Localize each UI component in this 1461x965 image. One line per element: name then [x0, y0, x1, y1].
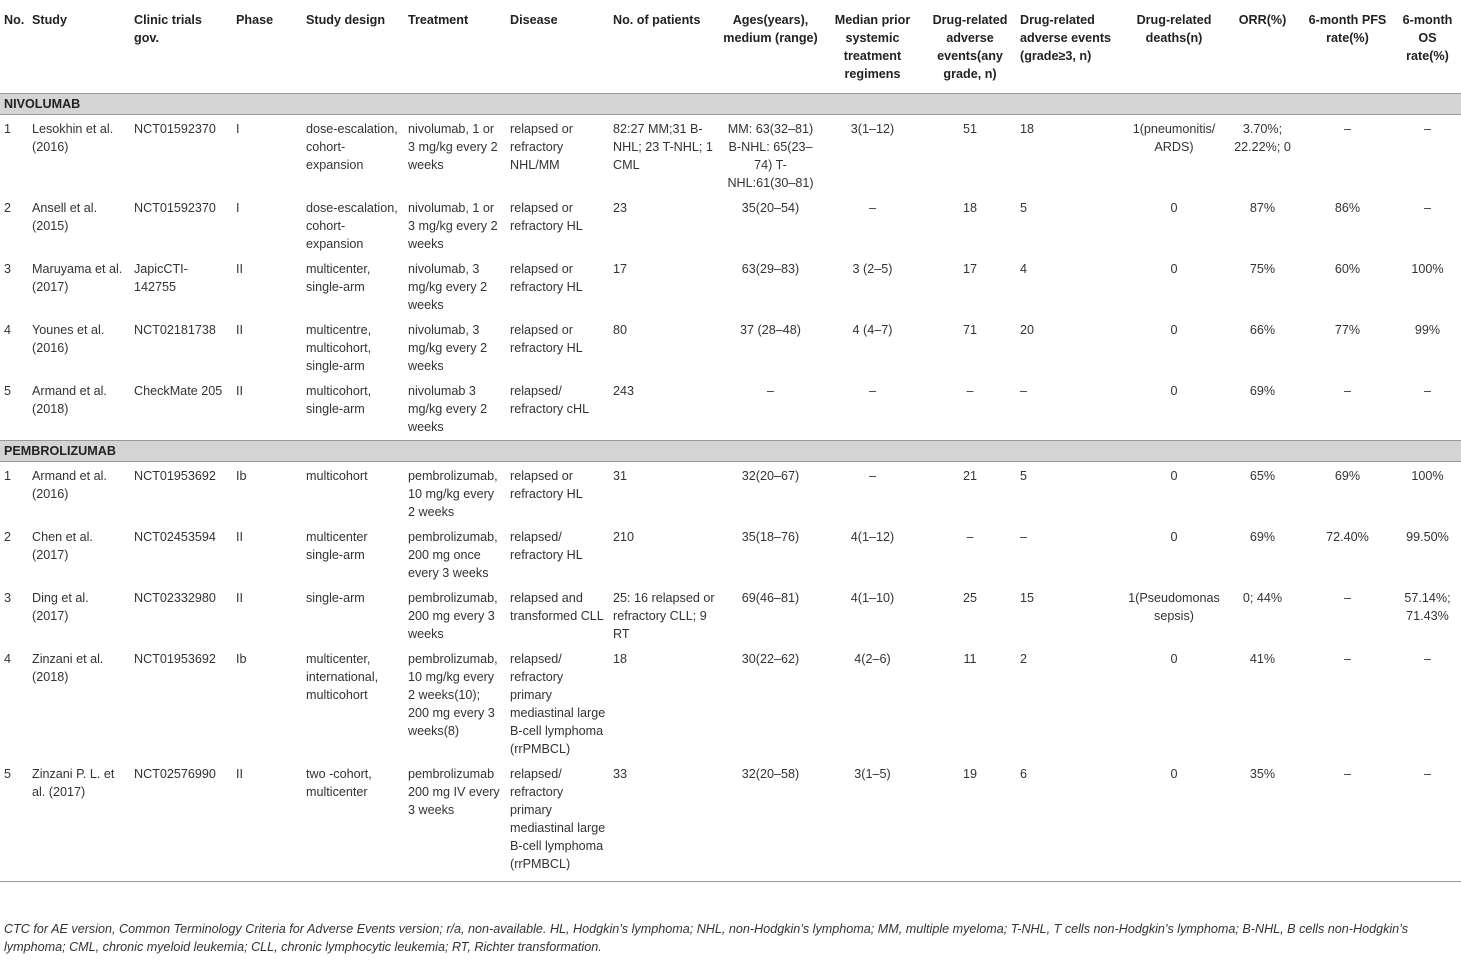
cell-no: 3: [4, 591, 12, 605]
cell-ae-any-grade: 18: [962, 201, 977, 215]
cell-orr: 87%: [1249, 201, 1276, 215]
cell-ae-any-grade: 71: [962, 323, 977, 337]
cell-os-6m: 99.50%: [1406, 530, 1449, 544]
cell-ages: –: [766, 384, 774, 398]
cell-os-6m: –: [1423, 652, 1431, 666]
cell-os-6m: 100%: [1411, 469, 1444, 483]
cell-orr: 35%: [1249, 767, 1276, 781]
cell-study-design: dose-escalation, cohort-expansion: [306, 201, 398, 251]
cell-prior-regimens: 4(1–12): [850, 530, 895, 544]
cell-pfs-6m: 60%: [1334, 262, 1361, 276]
cell-ages: 30(22–62): [741, 652, 800, 666]
cell-os-6m: –: [1423, 384, 1431, 398]
cell-ae-grade3: 5: [1020, 201, 1028, 215]
cell-clinic-trial-id: CheckMate 205: [134, 384, 223, 398]
cell-study-design: single-arm: [306, 591, 365, 605]
cell-orr: 0; 44%: [1242, 591, 1283, 605]
cell-deaths: 0: [1170, 384, 1178, 398]
cell-pfs-6m: –: [1343, 384, 1351, 398]
cell-orr: 65%: [1249, 469, 1276, 483]
cell-study: Armand et al. (2018): [32, 384, 107, 416]
header-prior-regimens: Median prior systemic treatment regimens: [821, 0, 923, 94]
table-row: [0, 257, 1461, 318]
cell-study: Armand et al. (2016): [32, 469, 107, 501]
cell-orr: 69%: [1249, 530, 1276, 544]
table-footnote: CTC for AE version, Common Terminology Criteria for Adverse Events version; r/a, non-available. HL, Hodgkin’s lymphoma; NHL, non-Hodgkin’s lymphoma; MM, multiple myeloma; T-NHL, T cells non-Hodgkin’s lymphoma; B-NHL, B cells non-Hodgkin’s lymphoma; CML, chronic myeloid leukemia; CLL, chronic lymphocytic leukemia; RT, Richter transformation.: [4, 922, 1409, 954]
cell-study-design: dose-escalation, cohort-expansion: [306, 122, 398, 172]
cell-os-6m: –: [1423, 767, 1431, 781]
cell-study: Zinzani P. L. et al. (2017): [32, 767, 115, 799]
header-study: Study: [28, 0, 130, 94]
section-row: [0, 94, 1461, 115]
cell-prior-regimens: –: [868, 469, 876, 483]
cell-patients: 210: [613, 530, 635, 544]
cell-disease: relapsed or refractory HL: [510, 323, 583, 355]
cell-ages: 63(29–83): [741, 262, 800, 276]
cell-phase: II: [236, 530, 243, 544]
cell-pfs-6m: –: [1343, 767, 1351, 781]
cell-ae-grade3: 4: [1020, 262, 1028, 276]
cell-clinic-trial-id: NCT02453594: [134, 530, 216, 544]
cell-study: Zinzani et al. (2018): [32, 652, 104, 684]
cell-patients: 31: [613, 469, 628, 483]
cell-ae-any-grade: 11: [963, 652, 977, 666]
header-pfs-6m: 6-month PFS rate(%): [1301, 0, 1393, 94]
cell-deaths: 0: [1170, 262, 1178, 276]
cell-treatment: pembrolizumab, 200 mg every 3 weeks: [408, 591, 498, 641]
section-row: [0, 441, 1461, 462]
cell-orr: 75%: [1249, 262, 1276, 276]
section-title: PEMBROLIZUMAB: [0, 441, 1461, 462]
header-orr: ORR(%): [1223, 0, 1301, 94]
cell-os-6m: 99%: [1414, 323, 1441, 337]
header-treatment: Treatment: [404, 0, 506, 94]
cell-orr: 69%: [1249, 384, 1276, 398]
cell-prior-regimens: 3(1–5): [854, 767, 891, 781]
cell-prior-regimens: –: [868, 384, 876, 398]
cell-study-design: multicentre, multicohort, single-arm: [306, 323, 372, 373]
cell-deaths: 0: [1170, 323, 1178, 337]
cell-ae-grade3: 6: [1020, 767, 1028, 781]
cell-pfs-6m: –: [1343, 122, 1351, 136]
header-no: No.: [0, 0, 28, 94]
cell-study: Ansell et al. (2015): [32, 201, 98, 233]
cell-ages: 35(18–76): [741, 530, 800, 544]
header-phase: Phase: [232, 0, 302, 94]
header-patients: No. of patients: [609, 0, 719, 94]
cell-treatment: pembrolizumab, 10 mg/kg every 2 weeks: [408, 469, 498, 519]
cell-study: Lesokhin et al. (2016): [32, 122, 114, 154]
cell-os-6m: –: [1423, 122, 1431, 136]
cell-study-design: two -cohort, multicenter: [306, 767, 372, 799]
cell-disease: relapsed or refractory NHL/MM: [510, 122, 574, 172]
cell-ages: 69(46–81): [741, 591, 800, 605]
table-bottom-rule: [0, 881, 1461, 882]
cell-orr: 3.70%; 22.22%; 0: [1234, 122, 1291, 154]
cell-treatment: pembrolizumab 200 mg IV every 3 weeks: [408, 767, 500, 817]
cell-prior-regimens: –: [868, 201, 876, 215]
cell-treatment: nivolumab, 3 mg/kg every 2 weeks: [408, 262, 488, 312]
cell-phase: II: [236, 323, 243, 337]
cell-disease: relapsed or refractory HL: [510, 262, 583, 294]
cell-ae-any-grade: 17: [962, 262, 977, 276]
cell-phase: I: [236, 201, 240, 215]
cell-clinic-trial-id: NCT02576990: [134, 767, 216, 781]
cell-treatment: nivolumab, 3 mg/kg every 2 weeks: [408, 323, 488, 373]
cell-study-design: multicohort: [306, 469, 368, 483]
cell-no: 2: [4, 201, 12, 215]
cell-phase: II: [236, 767, 243, 781]
cell-treatment: nivolumab, 1 or 3 mg/kg every 2 weeks: [408, 201, 498, 251]
cell-study-design: multicenter single-arm: [306, 530, 368, 562]
table-row: [0, 196, 1461, 257]
cell-patients: 18: [613, 652, 628, 666]
cell-clinic-trial-id: NCT02332980: [134, 591, 216, 605]
cell-ae-grade3: 20: [1020, 323, 1035, 337]
cell-clinic-trial-id: NCT02181738: [134, 323, 216, 337]
cell-pfs-6m: 72.40%: [1326, 530, 1369, 544]
cell-disease: relapsed/ refractory primary mediastinal large B-cell lymphoma (rrPMBCL): [510, 767, 606, 871]
cell-phase: I: [236, 122, 240, 136]
cell-ae-grade3: 18: [1020, 122, 1035, 136]
table-body: [0, 94, 1461, 882]
cell-disease: relapsed/ refractory primary mediastinal large B-cell lymphoma (rrPMBCL): [510, 652, 606, 756]
cell-phase: II: [236, 262, 243, 276]
cell-ae-any-grade: 51: [962, 122, 977, 136]
cell-ae-any-grade: 25: [962, 591, 977, 605]
cell-prior-regimens: 3(1–12): [850, 122, 895, 136]
table-row: [0, 318, 1461, 379]
cell-treatment: nivolumab, 1 or 3 mg/kg every 2 weeks: [408, 122, 498, 172]
cell-study: Younes et al. (2016): [32, 323, 105, 355]
cell-clinic-trial-id: JapicCTI-142755: [134, 262, 188, 294]
cell-deaths: 1(Pseudomonas sepsis): [1128, 591, 1220, 623]
cell-phase: II: [236, 591, 243, 605]
cell-ages: 32(20–58): [741, 767, 800, 781]
cell-pfs-6m: 86%: [1334, 201, 1361, 215]
cell-pfs-6m: –: [1343, 652, 1351, 666]
cell-ae-any-grade: –: [966, 384, 974, 398]
cell-deaths: 0: [1170, 530, 1178, 544]
cell-patients: 25: 16 relapsed or refractory CLL; 9 RT: [613, 591, 715, 641]
cell-pfs-6m: –: [1343, 591, 1351, 605]
cell-ae-grade3: –: [1020, 384, 1028, 398]
cell-prior-regimens: 4 (4–7): [852, 323, 893, 337]
section-title: NIVOLUMAB: [0, 94, 1461, 115]
cell-clinic-trial-id: NCT01953692: [134, 469, 216, 483]
cell-patients: 80: [613, 323, 628, 337]
cell-no: 1: [4, 122, 12, 136]
table-row: [0, 525, 1461, 586]
table-row: [0, 115, 1461, 197]
cell-no: 5: [4, 767, 12, 781]
header-ae-any-grade: Drug-related adverse events(any grade, n): [923, 0, 1016, 94]
cell-deaths: 0: [1170, 201, 1178, 215]
cell-no: 4: [4, 323, 12, 337]
cell-clinic-trial-id: NCT01592370: [134, 201, 216, 215]
cell-os-6m: 57.14%; 71.43%: [1404, 591, 1451, 623]
cell-ages: 37 (28–48): [740, 323, 801, 337]
cell-pfs-6m: 69%: [1334, 469, 1361, 483]
cell-patients: 82:27 MM;31 B-NHL; 23 T-NHL; 1 CML: [613, 122, 713, 172]
table-row: [0, 762, 1461, 881]
cell-disease: relapsed and transformed CLL: [510, 591, 604, 623]
cell-ae-grade3: 2: [1020, 652, 1028, 666]
table-row: [0, 647, 1461, 762]
header-clinic-trial-id: Clinic trials gov.: [130, 0, 232, 94]
cell-treatment: pembrolizumab, 10 mg/kg every 2 weeks(10); 200 mg every 3 weeks(8): [408, 652, 498, 738]
cell-study: Chen et al. (2017): [32, 530, 93, 562]
header-ages: Ages(years), medium (range): [719, 0, 821, 94]
cell-phase: II: [236, 384, 243, 398]
cell-treatment: nivolumab 3 mg/kg every 2 weeks: [408, 384, 488, 434]
header-disease: Disease: [506, 0, 609, 94]
cell-study-design: multicenter, international, multicohort: [306, 652, 379, 702]
cell-prior-regimens: 3 (2–5): [852, 262, 893, 276]
table-header: [0, 0, 1461, 94]
cell-phase: Ib: [236, 652, 247, 666]
cell-clinic-trial-id: NCT01953692: [134, 652, 216, 666]
cell-disease: relapsed or refractory HL: [510, 201, 583, 233]
cell-deaths: 1(pneumonitis/ ARDS): [1132, 122, 1216, 154]
cell-study: Maruyama et al. (2017): [32, 262, 123, 294]
header-os-6m: 6-month OS rate(%): [1393, 0, 1461, 94]
cell-study-design: multicenter, single-arm: [306, 262, 371, 294]
header-row: [0, 0, 1461, 94]
cell-no: 1: [4, 469, 12, 483]
cell-orr: 66%: [1249, 323, 1276, 337]
cell-orr: 41%: [1249, 652, 1276, 666]
cell-ages: 32(20–67): [741, 469, 800, 483]
cell-deaths: 0: [1170, 652, 1178, 666]
cell-prior-regimens: 4(2–6): [854, 652, 891, 666]
cell-patients: 33: [613, 767, 628, 781]
cell-os-6m: –: [1423, 201, 1431, 215]
cell-ae-any-grade: 19: [962, 767, 977, 781]
cell-patients: 23: [613, 201, 628, 215]
cell-phase: Ib: [236, 469, 247, 483]
cell-ae-grade3: 15: [1020, 591, 1035, 605]
cell-patients: 17: [613, 262, 628, 276]
cell-disease: relapsed/ refractory HL: [510, 530, 583, 562]
table-row: [0, 379, 1461, 441]
cell-deaths: 0: [1170, 469, 1178, 483]
cell-disease: relapsed or refractory HL: [510, 469, 583, 501]
cell-ae-grade3: –: [1020, 530, 1028, 544]
cell-no: 4: [4, 652, 12, 666]
cell-study: Ding et al. (2017): [32, 591, 89, 623]
cell-ages: 35(20–54): [741, 201, 800, 215]
table-row: [0, 586, 1461, 647]
cell-clinic-trial-id: NCT01592370: [134, 122, 216, 136]
header-study-design: Study design: [302, 0, 404, 94]
cell-ages: MM: 63(32–81) B-NHL: 65(23–74) T-NHL:61(30–81): [727, 122, 814, 190]
cell-no: 3: [4, 262, 12, 276]
cell-pfs-6m: 77%: [1334, 323, 1361, 337]
header-ae-grade3: Drug-related adverse events (grade≥3, n): [1016, 0, 1124, 94]
cell-treatment: pembrolizumab, 200 mg once every 3 weeks: [408, 530, 498, 580]
cell-ae-any-grade: –: [966, 530, 974, 544]
cell-os-6m: 100%: [1411, 262, 1444, 276]
cell-no: 5: [4, 384, 12, 398]
table-row: [0, 462, 1461, 526]
cell-no: 2: [4, 530, 12, 544]
header-deaths: Drug-related deaths(n): [1124, 0, 1223, 94]
cell-disease: relapsed/ refractory cHL: [510, 384, 590, 416]
cell-ae-grade3: 5: [1020, 469, 1028, 483]
cell-study-design: multicohort, single-arm: [306, 384, 372, 416]
cell-prior-regimens: 4(1–10): [850, 591, 895, 605]
cell-ae-any-grade: 21: [962, 469, 977, 483]
cell-patients: 243: [613, 384, 635, 398]
cell-deaths: 0: [1170, 767, 1178, 781]
